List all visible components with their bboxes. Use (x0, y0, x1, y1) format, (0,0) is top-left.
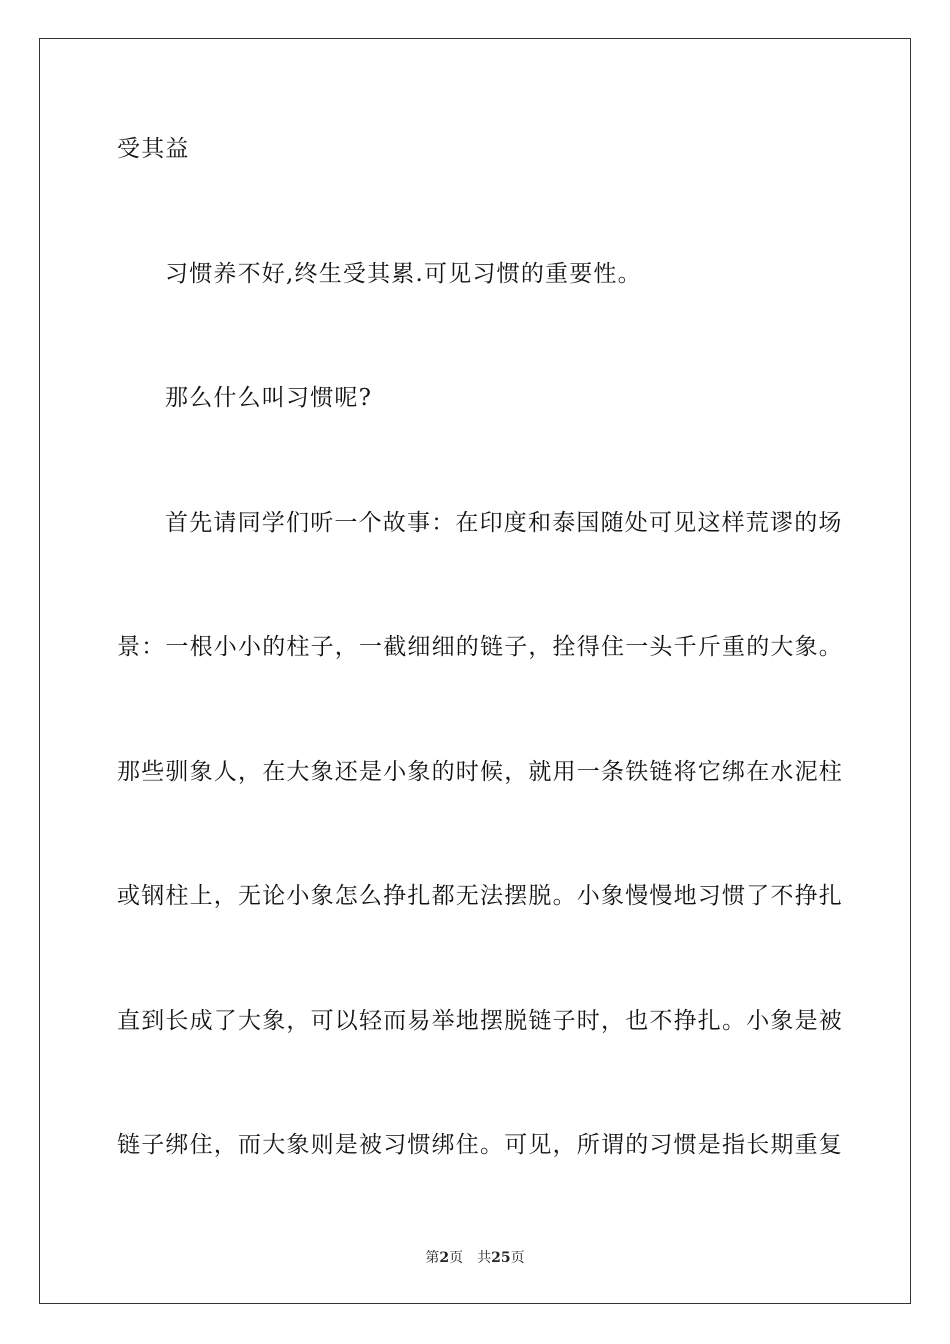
text-line-4: 首先请同学们听一个故事：在印度和泰国随处可见这样荒谬的场 (165, 510, 843, 536)
footer-page-prefix: 第 (425, 1250, 440, 1266)
footer-total-suffix: 页 (510, 1250, 525, 1266)
footer-page-suffix: 页 (449, 1250, 464, 1266)
text-line-9: 链子绑住，而大象则是被习惯绑住。可见，所谓的习惯是指长期重复 (117, 1132, 843, 1158)
text-line-3: 那么什么叫习惯呢? (165, 385, 373, 411)
text-line-7: 或钢柱上，无论小象怎么挣扎都无法摆脱。小象慢慢地习惯了不挣扎 (117, 883, 843, 909)
text-line-8: 直到长成了大象，可以轻而易举地摆脱链子时，也不挣扎。小象是被 (117, 1008, 843, 1034)
footer-page-number: 2 (439, 1250, 450, 1266)
footer-total-number: 25 (491, 1250, 511, 1266)
text-line-5: 景：一根小小的柱子，一截细细的链子，拴得住一头千斤重的大象。 (117, 634, 843, 660)
text-line-1: 受其益 (117, 136, 190, 162)
page-frame (39, 38, 911, 1304)
page-footer (0, 1247, 950, 1267)
text-line-2: 习惯养不好,终生受其累.可见习惯的重要性。 (165, 261, 642, 287)
text-line-6: 那些驯象人，在大象还是小象的时候，就用一条铁链将它绑在水泥柱 (117, 759, 843, 785)
footer-total-prefix: 共 (477, 1250, 492, 1266)
